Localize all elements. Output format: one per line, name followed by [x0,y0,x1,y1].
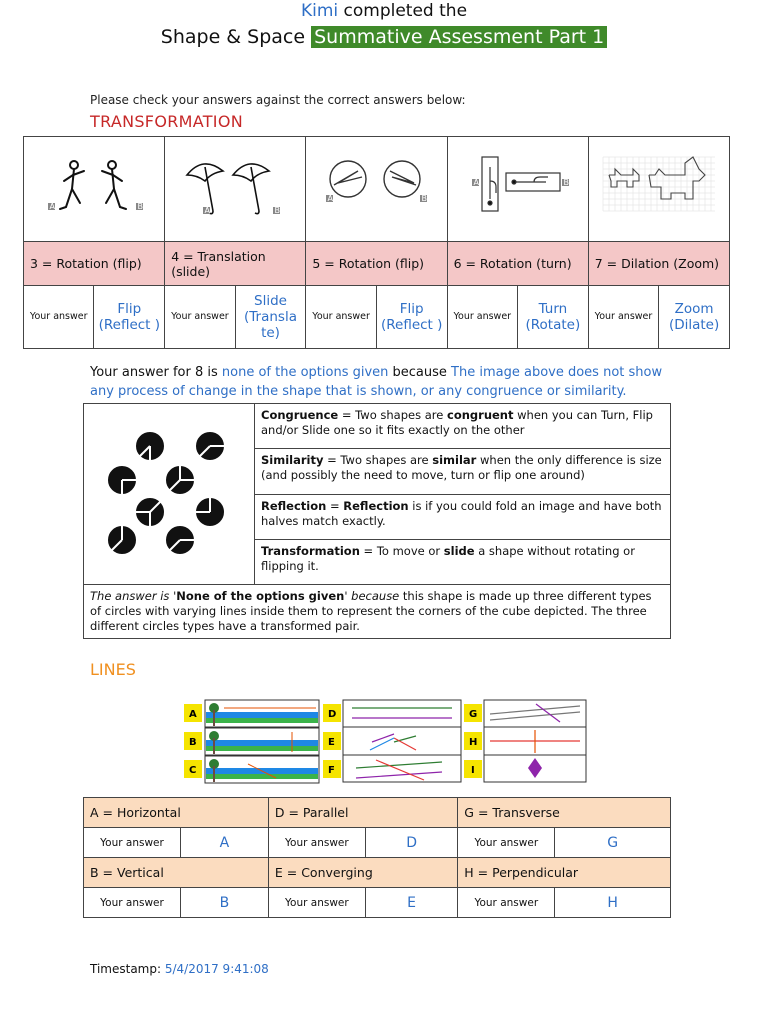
completed-text: completed the [338,1,468,21]
your-answer-label: Your answer [84,828,181,858]
explanation-text: The answer is 'None of the options given' because this shape is made up three different types of circles with varying lines inside them to represent the corners of the cube depicted. The three different circles types have a transformed pair. [84,585,671,639]
pic-label-e: E [328,737,335,748]
label-6: 6 = Rotation (turn) [447,242,588,286]
line-label-b: B = Vertical [84,858,269,888]
stick-figures-image [24,137,165,242]
line-label-e: E = Converging [268,858,457,888]
lines-heading: LINES [90,660,136,679]
line-answer-b: B [181,888,269,918]
concepts-table [83,403,671,639]
line-answer-g: G [555,828,671,858]
umbrellas-image [165,137,306,242]
assessment-name: Summative Assessment Part 1 [311,26,607,48]
circles-image [306,137,447,242]
completion-heading [0,0,768,22]
definition-reflection: Reflection = Reflection is if you could fold an image and have both halves match exactly. [255,494,671,539]
transformation-heading: TRANSFORMATION [90,112,243,131]
answer-5: Flip (Reflect ) [376,286,447,349]
label-5: 5 = Rotation (flip) [306,242,447,286]
pic-label-d: D [328,709,337,720]
assessment-title [0,24,768,50]
badge-b: B [137,202,143,211]
student-name: Kimi [300,1,339,21]
line-answer-h: H [555,888,671,918]
grid-dogs-image [588,137,729,242]
your-answer-label: Your answer [24,286,94,349]
your-answer-label: Your answer [458,888,555,918]
transformation-label-row [24,242,730,286]
pic-label-i: I [471,765,475,776]
intro-text: Please check your answers against the correct answers below: [90,93,466,107]
line-answer-a: A [181,828,269,858]
answer-8-prefix: Your answer for 8 is [90,365,222,380]
badge-a: A [327,194,334,203]
your-answer-label: Your answer [306,286,376,349]
badge-b: B [421,194,428,203]
cube-illusion-image [84,404,255,585]
answer-7: Zoom (Dilate) [659,286,730,349]
transformation-table [23,136,730,349]
lines-picture [180,698,590,784]
assessment-prefix: Shape & Space [160,26,312,48]
badge-b: B [563,178,569,187]
label-4: 4 = Translation (slide) [165,242,306,286]
line-label-g: G = Transverse [458,798,671,828]
your-answer-label: Your answer [447,286,517,349]
answer-8-text [90,363,690,401]
badge-a: A [49,202,55,211]
your-answer-label: Your answer [165,286,235,349]
pic-label-a: A [189,709,197,720]
pic-label-c: C [189,765,197,776]
timestamp [90,962,269,976]
your-answer-label: Your answer [588,286,658,349]
answer-6: Turn (Rotate) [518,286,589,349]
badge-a: A [473,178,479,187]
line-answer-e: E [365,888,457,918]
answer-8-choice: none of the options given [221,365,389,380]
answer-3: Flip (Reflect ) [94,286,165,349]
line-label-d: D = Parallel [268,798,457,828]
transformation-answer-row [24,286,730,349]
pic-label-h: H [469,737,478,748]
your-answer-label: Your answer [268,828,365,858]
pic-label-b: B [189,737,197,748]
your-answer-label: Your answer [84,888,181,918]
answer-4: Slide (Transla te) [235,286,306,349]
your-answer-label: Your answer [268,888,365,918]
badge-b: B [274,206,281,215]
transformation-image-row [24,137,730,242]
definition-congruence: Congruence = Two shapes are congruent when you can Turn, Flip and/or Slide one so it fits exactly on the other [255,404,671,449]
rotated-symbol-image [447,137,588,242]
timestamp-value: 5/4/2017 9:41:08 [164,962,269,976]
pic-label-f: F [328,765,335,776]
your-answer-label: Your answer [458,828,555,858]
timestamp-label: Timestamp: [90,962,165,976]
answer-8-reason: The image above does not show any process of change in the shape that is shown, or any congruence or similarity. [90,365,663,399]
pic-label-g: G [469,709,478,720]
line-label-a: A = Horizontal [84,798,269,828]
line-label-h: H = Perpendicular [458,858,671,888]
label-7: 7 = Dilation (Zoom) [588,242,729,286]
definition-similarity: Similarity = Two shapes are similar when the only difference is size (and possibly the need to move, turn or flip one around) [255,449,671,494]
answer-8-because: because [388,365,452,380]
label-3: 3 = Rotation (flip) [24,242,165,286]
definition-transformation: Transformation = To move or slide a shape without rotating or flipping it. [255,539,671,584]
badge-a: A [204,206,211,215]
lines-table [83,797,671,918]
line-answer-d: D [365,828,457,858]
